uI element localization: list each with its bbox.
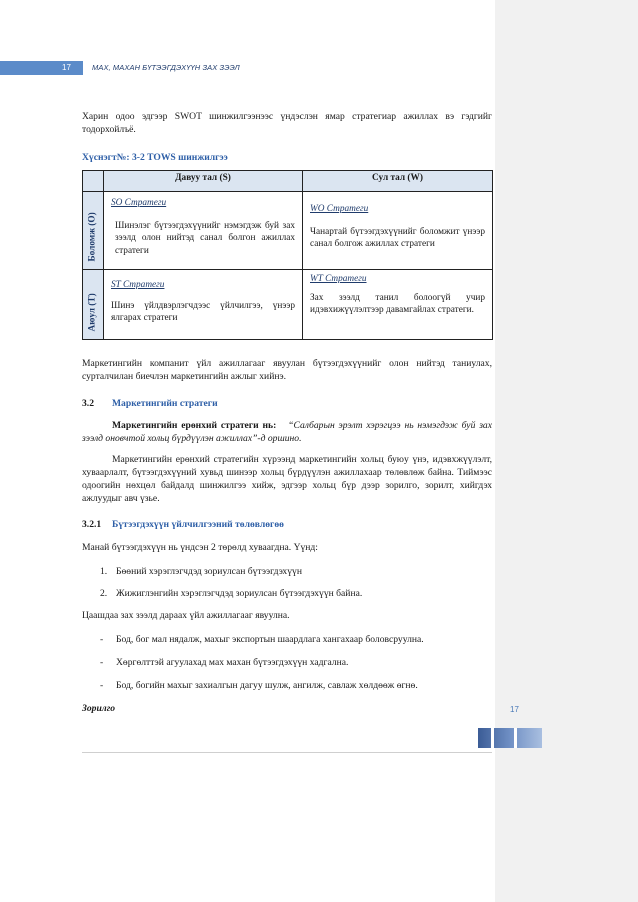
footer-page-number: 17 [510, 705, 519, 714]
footer-decoration-gap [514, 728, 517, 748]
corner-cell [83, 171, 104, 192]
comment-pane [495, 0, 638, 902]
list-item-text: Жижиглэнгийн хэрэглэгчдэд зориулсан бүтээгдэхүүн байна. [116, 588, 363, 599]
st-title: ST Стратеги [111, 280, 165, 290]
row-opportunities-label: Боломж (O) [87, 211, 98, 261]
para5-text: Цаашдаа зах зээлд дараах үйл ажиллагааг явуулна. [82, 610, 290, 621]
wt-title: WT Стратеги [310, 274, 367, 284]
heading-3-2-1-number: 3.2.1 [82, 519, 102, 530]
list-item [100, 656, 348, 669]
para-marketing-company [82, 357, 492, 383]
para2-bold: Маркетингийн ерөнхий стратеги нь: [112, 420, 277, 431]
row-opportunities [83, 192, 104, 270]
row-threats-label: Аюул (T) [87, 292, 98, 331]
goal-heading: Зорилго [82, 703, 116, 714]
st-body: Шинэ үйлдвэрлэгчдээс үйлчилгээ, үнээр ялгарах стратеги [111, 300, 295, 323]
heading-3-2 [82, 397, 492, 410]
header-title: МАХ, МАХАН БҮТЭЭГДЭХҮҮН ЗАХ ЗЭЭЛ [92, 63, 240, 72]
para-product-types [82, 541, 492, 554]
list-item-dash: - [100, 657, 104, 668]
para2-text [82, 419, 492, 445]
tows-row-threats [83, 270, 493, 340]
footer-decoration-gap [491, 728, 494, 748]
list-item [100, 633, 424, 646]
tows-table [82, 170, 493, 340]
list-item [100, 565, 302, 578]
col-strengths: Давуу тал (S) [104, 171, 303, 192]
wo-cell [303, 192, 493, 270]
tows-header-row [83, 171, 493, 192]
so-cell [104, 192, 303, 270]
list-item-number: 2. [100, 588, 108, 599]
wo-body: Чанартай бүтээгдэхүүнийг боломжит үнээр санал болгож ажиллах стратеги [310, 226, 485, 249]
intro-text: Харин одоо эдгээр SWOT шинжилгээнээс үндэслэн ямар стратегиар ажиллах вэ гэдгийг тодорхойлъё. [82, 111, 492, 135]
so-title: SO Стратеги [111, 198, 167, 208]
list-item-text: Хөргөлттэй агуулахад мах махан бүтээгдэхүүн хадгална. [116, 657, 349, 668]
footer-rule [82, 752, 492, 753]
list-item [100, 679, 418, 692]
list-item-number: 1. [100, 566, 108, 577]
para2-italic: “Салбарын эрэлт хэрэгцээ нь нэмэгдэж буй зах зээлд оновчтой хольц бүрдүүлэн ажиллах”-д оршино. [82, 420, 492, 444]
heading-3-2-number: 3.2 [82, 398, 94, 409]
heading-3-2-title: Маркетингийн стратеги [112, 398, 218, 409]
row-threats [83, 270, 104, 340]
heading-3-2-1-title: Бүтээгдэхүүн үйлчилгээний төлөвлөгөө [112, 519, 284, 530]
footer-decoration [478, 728, 542, 748]
wt-body: Зах зээлд танил болоогүй учир идэвхижүүлэлтээр давамгайлах стратеги. [310, 292, 485, 315]
tows-row-opportunities [83, 192, 493, 270]
para3-text: Маркетингийн ерөнхий стратегийн хүрээнд маркетингийн хольц буюу үнэ, идэвхжүүлэлт, хуваарлалт, бүтээгдэхүүний хувьд шинээр хольц бүрдүүлэн ажиллахаар төлөвлөж байна. Тиймээс одоогийн нөхцөл байдалд шинжилгээ хийж, эдгээр хольц бүр дээр зорилго, зорилт, хийгдэх ажлуудыг авч үзье. [82, 454, 492, 504]
wt-cell [303, 270, 493, 340]
intro-paragraph [82, 110, 492, 136]
header-page-number: 17 [62, 63, 71, 72]
st-cell [104, 270, 303, 340]
list-item-text: Бөөний хэрэглэгчдэд зориулсан бүтээгдэхүүн [116, 566, 302, 577]
para-general-strategy [82, 419, 492, 445]
list-item-text: Бод, бог мал нядалж, махыг экспортын шаардлага хангахаар боловсруулна. [116, 634, 424, 645]
so-body: Шинэлэг бүтээгдэхүүнийг нэмэгдэж буй зах зээлд олон нийтэд санал болгон ажиллах стратеги [115, 220, 295, 256]
para1-text: Маркетингийн компанит үйл ажиллагааг явуулан бүтээгдэхүүнийг олон нийтэд таниулах, сурталчилан биечлэн маркетингийн ажлыг хийнэ. [82, 358, 492, 382]
wo-title: WO Стратеги [310, 204, 369, 214]
para-strategy-mix [82, 453, 492, 505]
para4-text: Манай бүтээгдэхүүн нь үндсэн 2 төрөлд хуваагдна. Үүнд: [82, 542, 318, 553]
para-further-activities [82, 609, 492, 622]
table-caption: Хүснэгт№: 3-2 TOWS шинжилгээ [82, 152, 228, 163]
list-item-dash: - [100, 680, 104, 691]
col-weaknesses: Сул тал (W) [303, 171, 493, 192]
list-item [100, 587, 362, 600]
list-item-dash: - [100, 634, 104, 645]
heading-3-2-1 [82, 518, 492, 531]
list-item-text: Бод, богийн махыг захиалгын дагуу шулж, ангилж, савлаж хөлдөөж өгнө. [116, 680, 418, 691]
